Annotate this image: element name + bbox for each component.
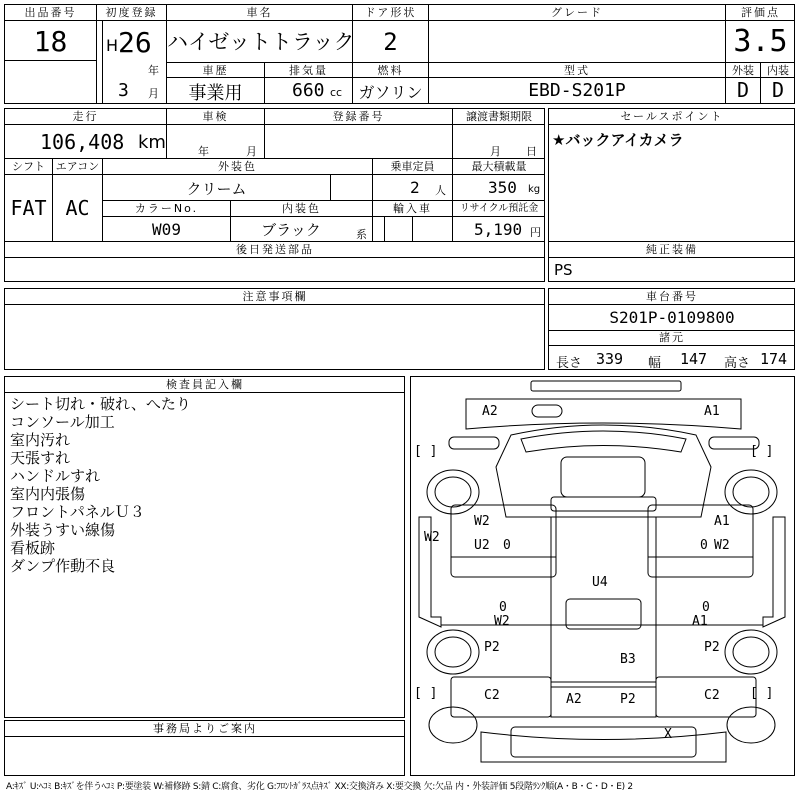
note-line: 室内内張傷 xyxy=(10,485,86,503)
lot-label: 出品番号 xyxy=(24,6,77,19)
capacity-label: 乗車定員 xyxy=(390,160,435,173)
era: H xyxy=(106,36,119,55)
displacement-label: 排気量 xyxy=(289,64,328,77)
mark-zero-rf: 0 xyxy=(700,538,708,553)
ext-grade: D xyxy=(736,78,750,102)
genuine-equip-value: PS xyxy=(554,261,573,279)
history-label: 車歴 xyxy=(202,64,229,77)
month-unit: 月 xyxy=(148,87,159,100)
capacity-value: 2 xyxy=(410,178,420,197)
max-load-label: 最大積載量 xyxy=(471,160,527,173)
door-type: 2 xyxy=(383,28,398,56)
int-label: 内装 xyxy=(767,64,789,77)
chassis-label: 車台番号 xyxy=(646,290,698,303)
interior-color-value: ブラック xyxy=(261,221,321,239)
bracket-left-top: [ ] xyxy=(414,444,438,459)
reg-month: 3 xyxy=(118,80,129,101)
length-label: 長さ xyxy=(556,356,583,371)
ac-label: エアコン xyxy=(55,160,100,173)
note-line: 外装うすい線傷 xyxy=(10,521,116,539)
color-no-label: カラーNo. xyxy=(134,202,199,215)
inspection-year-unit: 年 xyxy=(198,145,209,158)
bracket-left-bottom: [ ] xyxy=(414,686,438,701)
color-label: 外装色 xyxy=(218,160,257,173)
transfer-day-unit: 日 xyxy=(526,145,537,158)
chassis-number: S201P-0109800 xyxy=(609,308,735,327)
import-label: 輸入車 xyxy=(393,202,432,215)
recycle-value: 5,190 xyxy=(474,220,523,239)
recycle-unit: 円 xyxy=(530,226,541,239)
recycle-label: リサイクル預託金 xyxy=(459,203,539,214)
mark-a1-mid-right: A1 xyxy=(692,614,708,629)
mark-w2-lf: W2 xyxy=(474,514,490,529)
specs-label: 諸元 xyxy=(659,331,685,344)
bracket-right-bottom: [ ] xyxy=(750,686,774,701)
mark-p2-rr: P2 xyxy=(704,640,720,655)
height-value: 174 xyxy=(760,350,788,368)
caution-label: 注意事項欄 xyxy=(242,290,308,303)
history-value: 事業用 xyxy=(188,83,243,104)
shift-label: シフト xyxy=(12,160,45,173)
color-no-value: W09 xyxy=(152,220,181,239)
mark-x-bottom: X xyxy=(664,727,672,742)
mark-zero-lf: 0 xyxy=(503,538,511,553)
mark-c2-right: C2 xyxy=(704,688,720,703)
mark-a1-rf: A1 xyxy=(714,514,730,529)
model-code: EBD-S201P xyxy=(528,80,626,101)
note-line: コンソール加工 xyxy=(10,413,115,431)
note-line: ハンドルすれ xyxy=(10,467,101,485)
max-load-value: 350 xyxy=(488,178,517,197)
office-label: 事務局よりご案内 xyxy=(153,722,257,735)
color-value: クリーム xyxy=(186,180,247,198)
inspector-label: 検査員記入欄 xyxy=(166,378,244,391)
bracket-right-top: [ ] xyxy=(750,444,774,459)
sales-point-label: セールスポイント xyxy=(620,110,724,123)
mark-c2-left: C2 xyxy=(484,688,500,703)
mark-u4-center: U4 xyxy=(592,575,608,590)
grade-label: グレード xyxy=(551,6,603,19)
mark-b3-bed: B3 xyxy=(620,652,636,667)
height-label: 高さ xyxy=(724,356,751,371)
first-reg-label: 初度登録 xyxy=(105,6,158,19)
int-grade: D xyxy=(771,78,785,102)
mark-zero-mid-right: 0 xyxy=(702,600,710,615)
ac-value: AC xyxy=(65,196,90,220)
interior-color-suffix: 系 xyxy=(356,228,367,241)
lot-number: 18 xyxy=(33,25,68,58)
mileage-label: 走行 xyxy=(72,110,99,123)
later-parts-label: 後日発送部品 xyxy=(236,243,314,256)
plate-label: 登録番号 xyxy=(332,110,385,123)
sales-point-value: ★バックアイカメラ xyxy=(552,131,684,149)
inspection-month-unit: 月 xyxy=(246,145,257,158)
note-line: 天張すれ xyxy=(10,449,71,467)
displacement-unit: cc xyxy=(330,86,343,99)
capacity-unit: 人 xyxy=(435,184,446,197)
fuel-value: ガソリン xyxy=(358,83,423,102)
score-label: 評価点 xyxy=(741,6,780,19)
length-value: 339 xyxy=(596,350,624,368)
mark-p2-rear: P2 xyxy=(620,692,636,707)
fuel-label: 燃料 xyxy=(377,64,404,77)
shift-value: FAT xyxy=(10,196,47,220)
width-label: 幅 xyxy=(648,356,662,371)
note-line: ダンプ作動不良 xyxy=(10,557,116,575)
door-label: ドア形状 xyxy=(364,6,417,19)
mark-w2-mid-left: W2 xyxy=(494,614,510,629)
mark-a2-rear: A2 xyxy=(566,692,582,707)
note-line: 室内汚れ xyxy=(10,431,71,449)
car-name: ハイゼットトラック xyxy=(167,30,355,54)
genuine-equip-label: 純正装備 xyxy=(646,243,698,256)
note-line: フロントパネルＵ３ xyxy=(10,503,145,521)
mark-p2-lr: P2 xyxy=(484,640,500,655)
mark-w2-rf: W2 xyxy=(714,538,730,553)
transfer-month-unit: 月 xyxy=(490,145,501,158)
displacement-value: 660 xyxy=(292,80,325,101)
note-line: 看板跡 xyxy=(10,539,56,557)
mark-zero-mid-left: 0 xyxy=(499,600,507,615)
transfer-deadline-label: 譲渡書類期限 xyxy=(466,110,532,123)
mileage-value: 106,408 xyxy=(40,130,125,154)
legend: A:ｷｽﾞ U:ﾍｺﾐ B:ｷｽﾞを伴うﾍｺﾐ P:要塗装 W:補修跡 S:錆 C:腐食、劣化 G:ﾌﾛﾝﾄｶﾞﾗｽ点ｷｽﾞ XX:交換済み X:要交換 欠:欠品 内・外装評価 5段階ﾗﾝｸ順(A・B・C・D・E) 2 xyxy=(6,782,633,792)
mileage-unit: km xyxy=(138,132,166,153)
car-name-label: 車名 xyxy=(246,6,273,19)
mark-a1-top: A1 xyxy=(704,404,720,419)
width-value: 147 xyxy=(680,350,708,368)
year-unit: 年 xyxy=(148,64,159,77)
max-load-unit: kg xyxy=(528,184,541,195)
mark-u2-lf: U2 xyxy=(474,538,490,553)
interior-color-label: 内装色 xyxy=(282,202,321,215)
model-code-label: 型式 xyxy=(564,64,590,77)
inspection-label: 車検 xyxy=(202,110,229,123)
reg-year: 26 xyxy=(118,26,152,59)
mark-w2-left: W2 xyxy=(424,530,440,545)
mark-a2-top: A2 xyxy=(482,404,498,419)
note-line: シート切れ・破れ、へたり xyxy=(10,395,191,413)
score-value: 3.5 xyxy=(733,24,788,59)
inspector-notes xyxy=(10,395,400,575)
ext-label: 外装 xyxy=(732,64,754,77)
